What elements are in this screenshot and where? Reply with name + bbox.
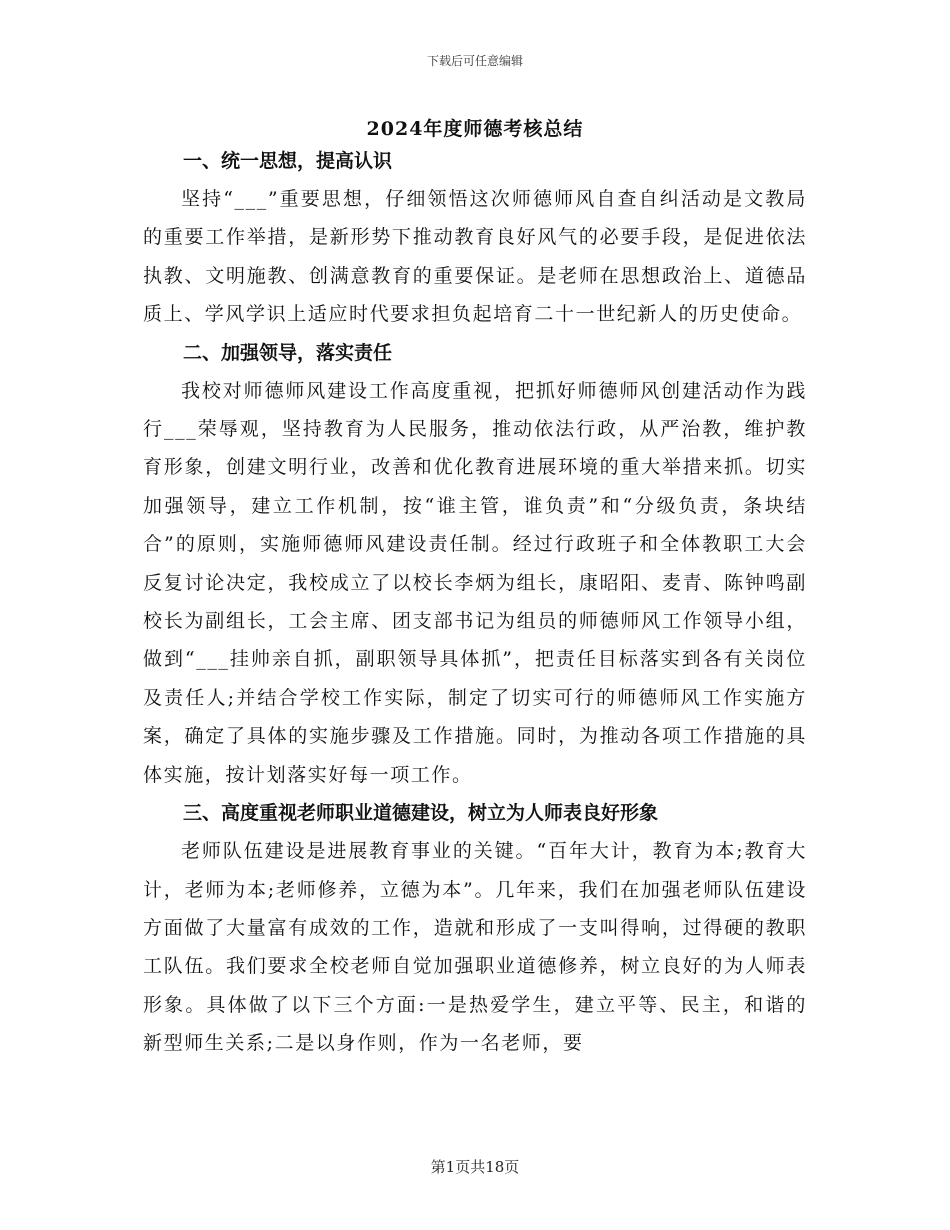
header-note: 下载后可任意编辑 — [426, 54, 523, 68]
section-paragraph: 老师队伍建设是进展教育事业的关键。“百年大计，教育为本;教育大计，老师为本;老师修养，立德为本”。几年来，我们在加强老师队伍建设方面做了大量富有成效的工作，造就和形成了一支叫得响，过得硬的教职工队伍。我们要求全校老师自觉加强职业道德修养，树立良好的为人师表形象。具体做了以下三个方面:一是热爱学生，建立平等、民主，和谐的新型师生关系;二是以身作则，作为一名老师，要 — [143, 840, 807, 1055]
section-heading: 三、高度重视老师职业道德建设，树立为人师表良好形象 — [183, 802, 659, 825]
section-paragraph: 坚持“___”重要思想，仔细领悟这次师德师风自查自纠活动是文教局的重要工作举措，是新形势下推动教育良好风气的必要手段，是促进依法执教、文明施教、创满意教育的重要保证。是老师在思想政治上、道德品质上、学风学识上适应时代要求担负起培育二十一世纪新人的历史使命。 — [143, 188, 807, 326]
page-footer: 第1页共18页 — [430, 1158, 520, 1176]
document-body — [143, 142, 807, 1063]
document-title: 2024年度师德考核总结 — [366, 118, 584, 140]
section-paragraph: 我校对师德师风建设工作高度重视，把抓好师德师风创建活动作为践行___荣辱观，坚持教育为人民服务，推动依法行政，从严治教，维护教育形象，创建文明行业，改善和优化教育进展环境的重大举措来抓。切实加强领导，建立工作机制，按“谁主管，谁负责”和“分级负责，条块结合”的原则，实施师德师风建设责任制。经过行政班子和全体教职工大会反复讨论决定，我校成立了以校长李炳为组长，康昭阳、麦青、陈钟鸣副校长为副组长，工会主席、团支部书记为组员的师德师风工作领导小组，做到“___挂帅亲自抓，副职领导具体抓”，把责任目标落实到各有关岗位及责任人;并结合学校工作实际，制定了切实可行的师德师风工作实施方案，确定了具体的实施步骤及工作措施。同时，为推动各项工作措施的具体实施，按计划落实好每一项工作。 — [143, 379, 807, 786]
section-heading: 一、统一思想，提高认识 — [183, 150, 393, 172]
section-heading: 二、加强领导，落实责任 — [183, 341, 393, 364]
